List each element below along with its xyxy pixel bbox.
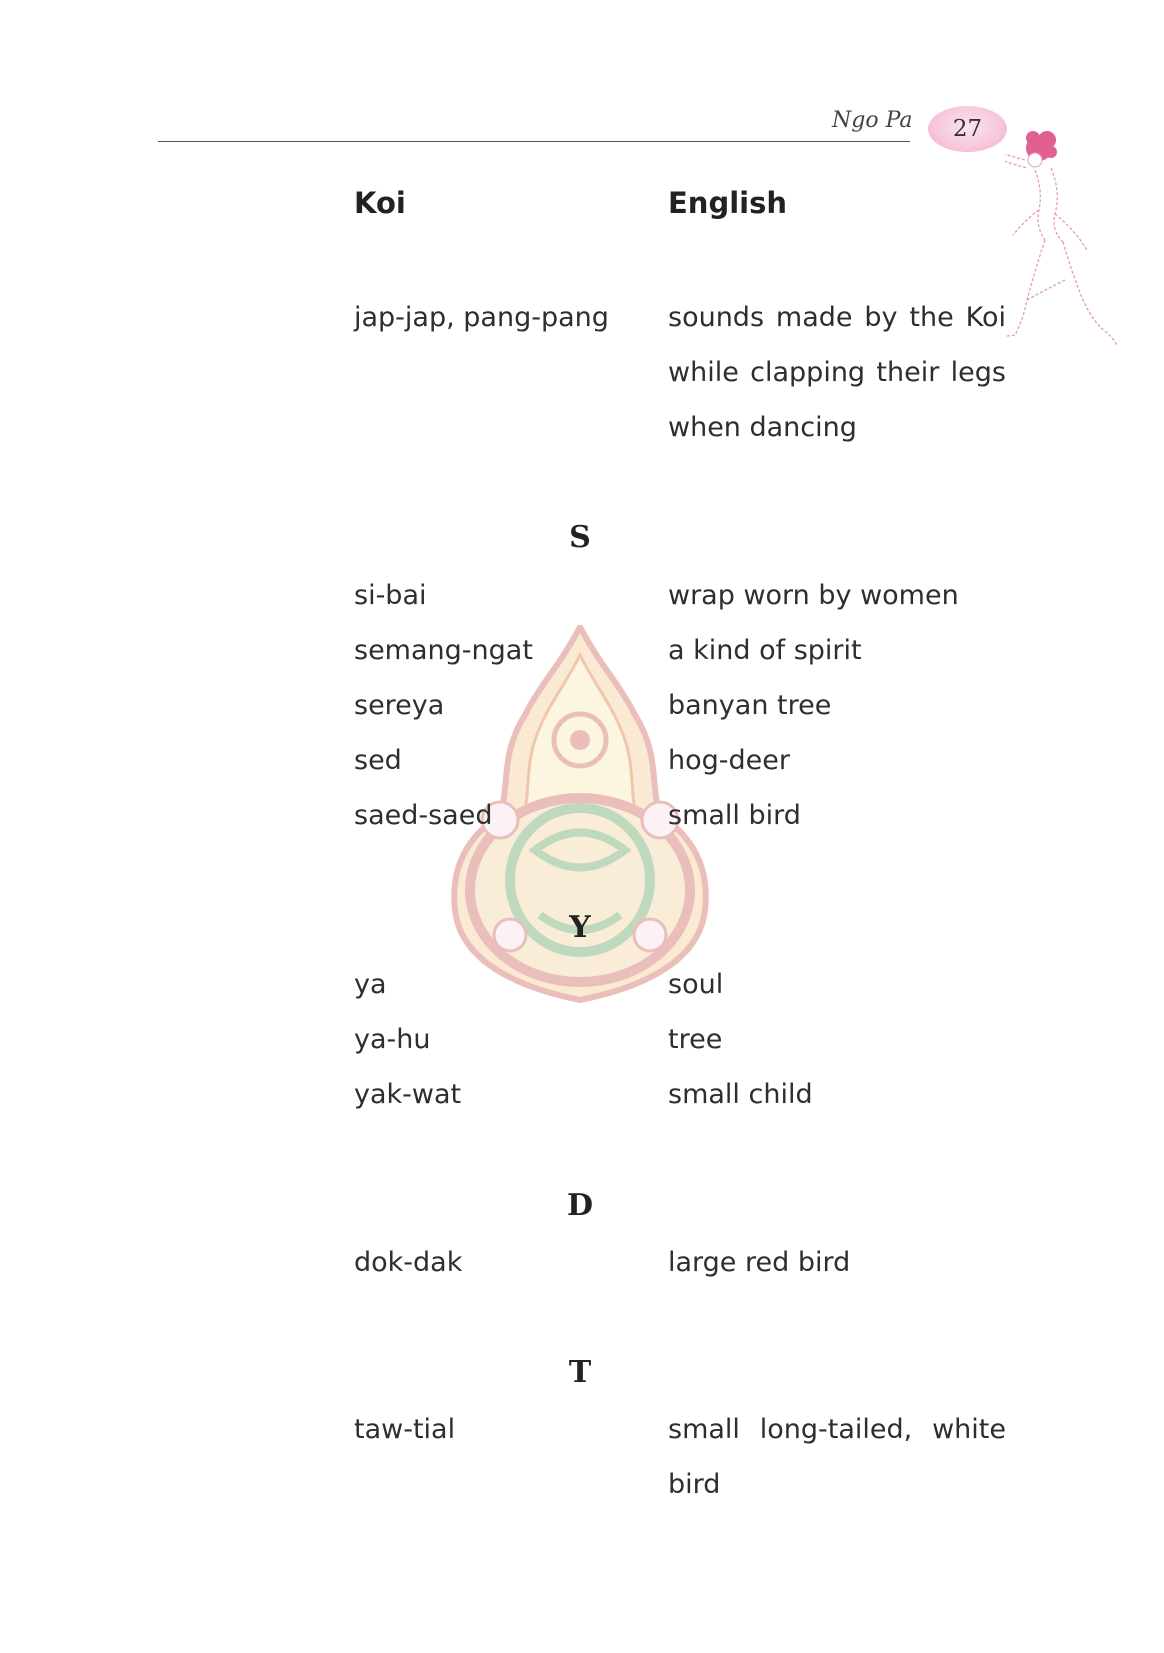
english-definition: hog-deer xyxy=(668,745,790,776)
koi-term: yak-wat xyxy=(354,1079,462,1110)
dancer-illustration xyxy=(1005,130,1123,360)
english-definition: banyan tree xyxy=(668,690,832,721)
english-definition: tree xyxy=(668,1024,723,1055)
koi-term: jap-jap, pang-pang xyxy=(354,302,609,333)
koi-term: semang-ngat xyxy=(354,635,533,666)
english-column-header: English xyxy=(668,186,788,220)
section-letter: T xyxy=(568,1355,592,1390)
koi-term: saed-saed xyxy=(354,800,493,831)
koi-column-header: Koi xyxy=(354,186,406,220)
page-number: 27 xyxy=(952,116,983,142)
english-definition: small long-tailed, white bird xyxy=(668,1414,1006,1500)
koi-term: taw-tial xyxy=(354,1414,456,1445)
header-rule xyxy=(158,141,910,142)
koi-term: dok-dak xyxy=(354,1247,463,1278)
english-definition: small bird xyxy=(668,800,801,831)
page-number-badge xyxy=(928,106,1007,152)
section-letter: S xyxy=(569,520,591,555)
koi-term: si-bai xyxy=(354,580,427,611)
english-definition: sounds made by the Koi while clapping their legs when dancing xyxy=(668,302,1006,443)
section-letter: D xyxy=(566,1188,593,1223)
koi-term: ya xyxy=(354,969,387,1000)
english-definition: wrap worn by women xyxy=(668,580,959,611)
english-definition: large red bird xyxy=(668,1247,851,1278)
running-title: Ngo Pa xyxy=(832,108,913,133)
koi-term: sed xyxy=(354,745,402,776)
koi-term: sereya xyxy=(354,690,445,721)
english-definition: a kind of spirit xyxy=(668,635,862,666)
section-letter: Y xyxy=(569,910,591,945)
english-definition: soul xyxy=(668,969,724,1000)
english-definition: small child xyxy=(668,1079,813,1110)
koi-term: ya-hu xyxy=(354,1024,431,1055)
